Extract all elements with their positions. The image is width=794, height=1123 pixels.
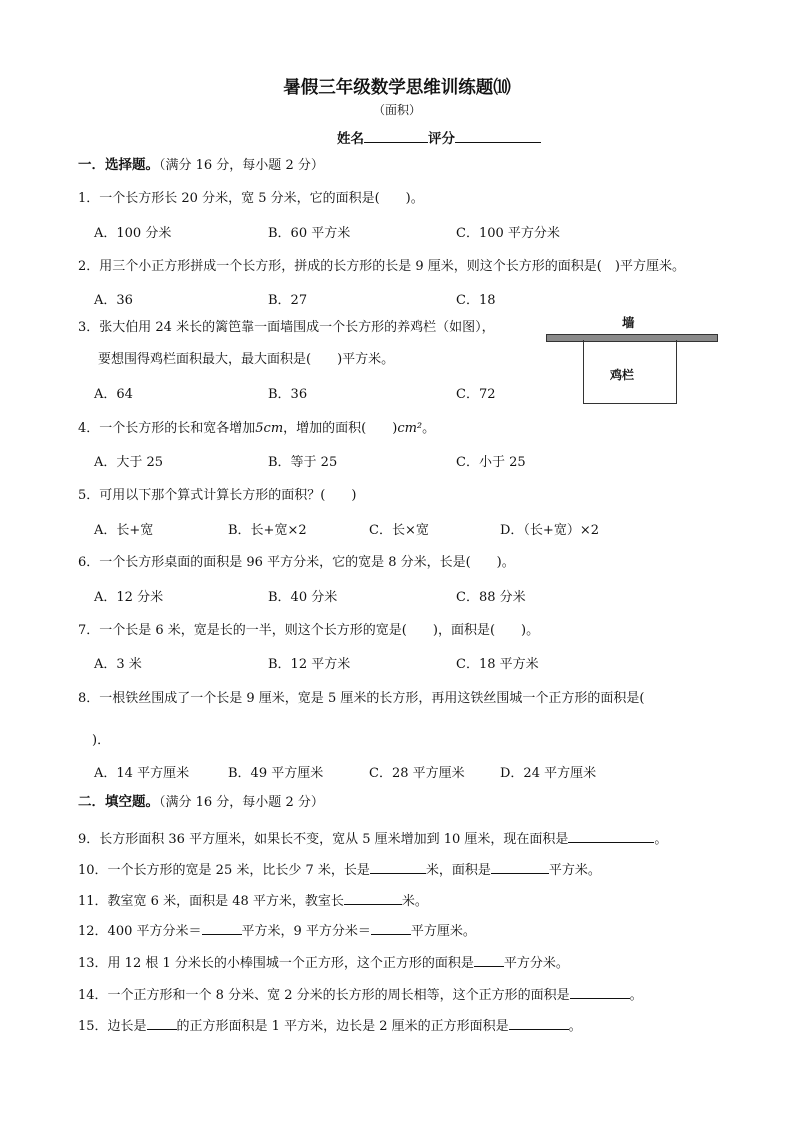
q6-option-b[interactable]: B．40 分米 (268, 590, 338, 605)
name-score-line (337, 129, 541, 147)
q5-option-a[interactable]: A．长+宽 (94, 523, 154, 538)
answer-blank[interactable] (491, 860, 549, 874)
fill-text: 。 (629, 988, 643, 1003)
section-fill-heading (78, 796, 324, 810)
q7-option-a[interactable]: A．3 米 (94, 657, 142, 672)
q3-option-b[interactable]: B．36 (268, 387, 308, 402)
name-label: 姓名 (337, 131, 364, 147)
q4-option-a[interactable]: A．大于 25 (94, 455, 164, 470)
q4-unit-cm: 5cm (255, 421, 284, 436)
answer-blank[interactable] (570, 985, 630, 999)
q1-option-a[interactable]: A．100 分米 (94, 226, 172, 241)
fill-question-15 (78, 1016, 582, 1033)
q2-option-b[interactable]: B．27 (268, 293, 308, 308)
q1-option-c[interactable]: C．100 平方分米 (456, 226, 560, 241)
q8-option-c[interactable]: C．28 平方厘米 (369, 766, 465, 781)
section-heading-text: 一．选择题。 (78, 157, 159, 173)
fill-question-11 (78, 891, 428, 908)
answer-blank[interactable] (568, 829, 654, 843)
q1-option-b[interactable]: B．60 平方米 (268, 226, 351, 241)
score-label: 评分 (428, 131, 455, 147)
answer-blank[interactable] (344, 891, 402, 905)
question-8: 8．一根铁丝围成了一个长是 9 厘米，宽是 5 厘米的长方形，再用这铁丝围城一个正方形的面积是( (78, 691, 645, 706)
fill-text: 11．教室宽 6 米，面积是 48 平方米，教室长 (78, 894, 344, 909)
q5-option-b[interactable]: B．长+宽×2 (228, 523, 307, 538)
fill-question-9 (78, 829, 667, 846)
q6-option-c[interactable]: C．88 分米 (456, 590, 526, 605)
name-field[interactable] (364, 129, 428, 143)
wall-label: 墙 (622, 315, 635, 330)
fill-text: 13．用 12 根 1 分米长的小棒围城一个正方形，这个正方形的面积是 (78, 956, 474, 971)
section-choice-heading (78, 159, 324, 173)
fill-text: 米。 (401, 894, 428, 909)
fill-question-14 (78, 985, 643, 1002)
q3-option-a[interactable]: A．64 (94, 387, 133, 402)
fill-text: 9．长方形面积 36 平方厘米，如果长不变，宽从 5 厘米增加到 10 厘米，现在面积是 (78, 832, 569, 847)
section-note: （满分 16 分，每小题 2 分） (159, 795, 324, 810)
page-subtitle: （面积） (372, 103, 421, 117)
answer-blank[interactable] (509, 1016, 569, 1030)
question-8-line2: )． (92, 733, 111, 748)
q7-option-b[interactable]: B．12 平方米 (268, 657, 351, 672)
fill-text: 12．400 平方分米＝ (78, 924, 202, 939)
score-field[interactable] (455, 129, 541, 143)
q4-text-mid: ，增加的面积( ) (283, 421, 398, 436)
pen-label: 鸡栏 (610, 368, 635, 382)
q6-option-a[interactable]: A．12 分米 (94, 590, 164, 605)
question-4 (78, 422, 435, 435)
q5-option-d[interactable]: D．（长+宽）×2 (500, 523, 599, 538)
q4-option-c[interactable]: C．小于 25 (456, 455, 526, 470)
q2-option-a[interactable]: A．36 (94, 293, 133, 308)
fill-text: 平方米，9 平方分米＝ (241, 924, 371, 939)
answer-blank[interactable] (371, 921, 411, 935)
question-6: 6．一个长方形桌面的面积是 96 平方分米，它的宽是 8 分米，长是( )。 (78, 555, 515, 570)
q4-unit-cm2: cm² (397, 421, 423, 436)
q7-option-c[interactable]: C．18 平方米 (456, 657, 539, 672)
fill-text: 14．一个正方形和一个 8 分米、宽 2 分米的长方形的周长相等，这个正方形的面积是 (78, 988, 570, 1003)
fill-text: 10．一个长方形的宽是 25 米，比长少 7 米，长是 (78, 863, 370, 878)
question-3: 3．张大伯用 24 米长的篱笆靠一面墙围成一个长方形的养鸡栏（如图）， (78, 320, 495, 335)
fill-text: 。 (568, 1019, 582, 1034)
page-title: 暑假三年级数学思维训练题⑽ (283, 78, 511, 98)
question-3-line2: 要想围得鸡栏面积最大，最大面积是( )平方米。 (98, 352, 395, 367)
fill-question-10 (78, 860, 601, 877)
q8-option-b[interactable]: B．49 平方厘米 (228, 766, 324, 781)
fill-text: 平方分米。 (503, 956, 569, 971)
q8-option-a[interactable]: A．14 平方厘米 (94, 766, 190, 781)
fill-text: 的正方形面积是 1 平方米，边长是 2 厘米的正方形面积是 (176, 1019, 509, 1034)
question-1: 1．一个长方形长 20 分米，宽 5 分米，它的面积是( )。 (78, 191, 424, 206)
question-2: 2．用三个小正方形拼成一个长方形，拼成的长方形的长是 9 厘米，则这个长方形的面积是( )平方厘米。 (78, 259, 685, 274)
section-heading-text: 二．填空题。 (78, 794, 159, 810)
q5-option-c[interactable]: C．长×宽 (369, 523, 429, 538)
fill-question-12 (78, 921, 476, 938)
question-5: 5．可用以下那个算式计算长方形的面积？( ) (78, 488, 357, 503)
question-7: 7．一个长是 6 米，宽是长的一半，则这个长方形的宽是( )，面积是( )。 (78, 623, 540, 638)
answer-blank[interactable] (474, 953, 504, 967)
fill-text: 。 (654, 832, 668, 847)
q4-text: 4．一个长方形的长和宽各增加 (78, 421, 256, 436)
fill-text: 米，面积是 (425, 863, 491, 878)
q2-option-c[interactable]: C．18 (456, 293, 496, 308)
q4-option-b[interactable]: B．等于 25 (268, 455, 338, 470)
answer-blank[interactable] (147, 1016, 177, 1030)
fill-text: 15．边长是 (78, 1019, 147, 1034)
answer-blank[interactable] (370, 860, 426, 874)
fill-question-13 (78, 953, 569, 970)
q3-option-c[interactable]: C．72 (456, 387, 496, 402)
fill-text: 平方米。 (548, 863, 601, 878)
section-note: （满分 16 分，每小题 2 分） (159, 158, 324, 173)
q4-text-end: 。 (422, 421, 436, 436)
fill-text: 平方厘米。 (410, 924, 476, 939)
answer-blank[interactable] (202, 921, 242, 935)
q8-option-d[interactable]: D．24 平方厘米 (500, 766, 597, 781)
